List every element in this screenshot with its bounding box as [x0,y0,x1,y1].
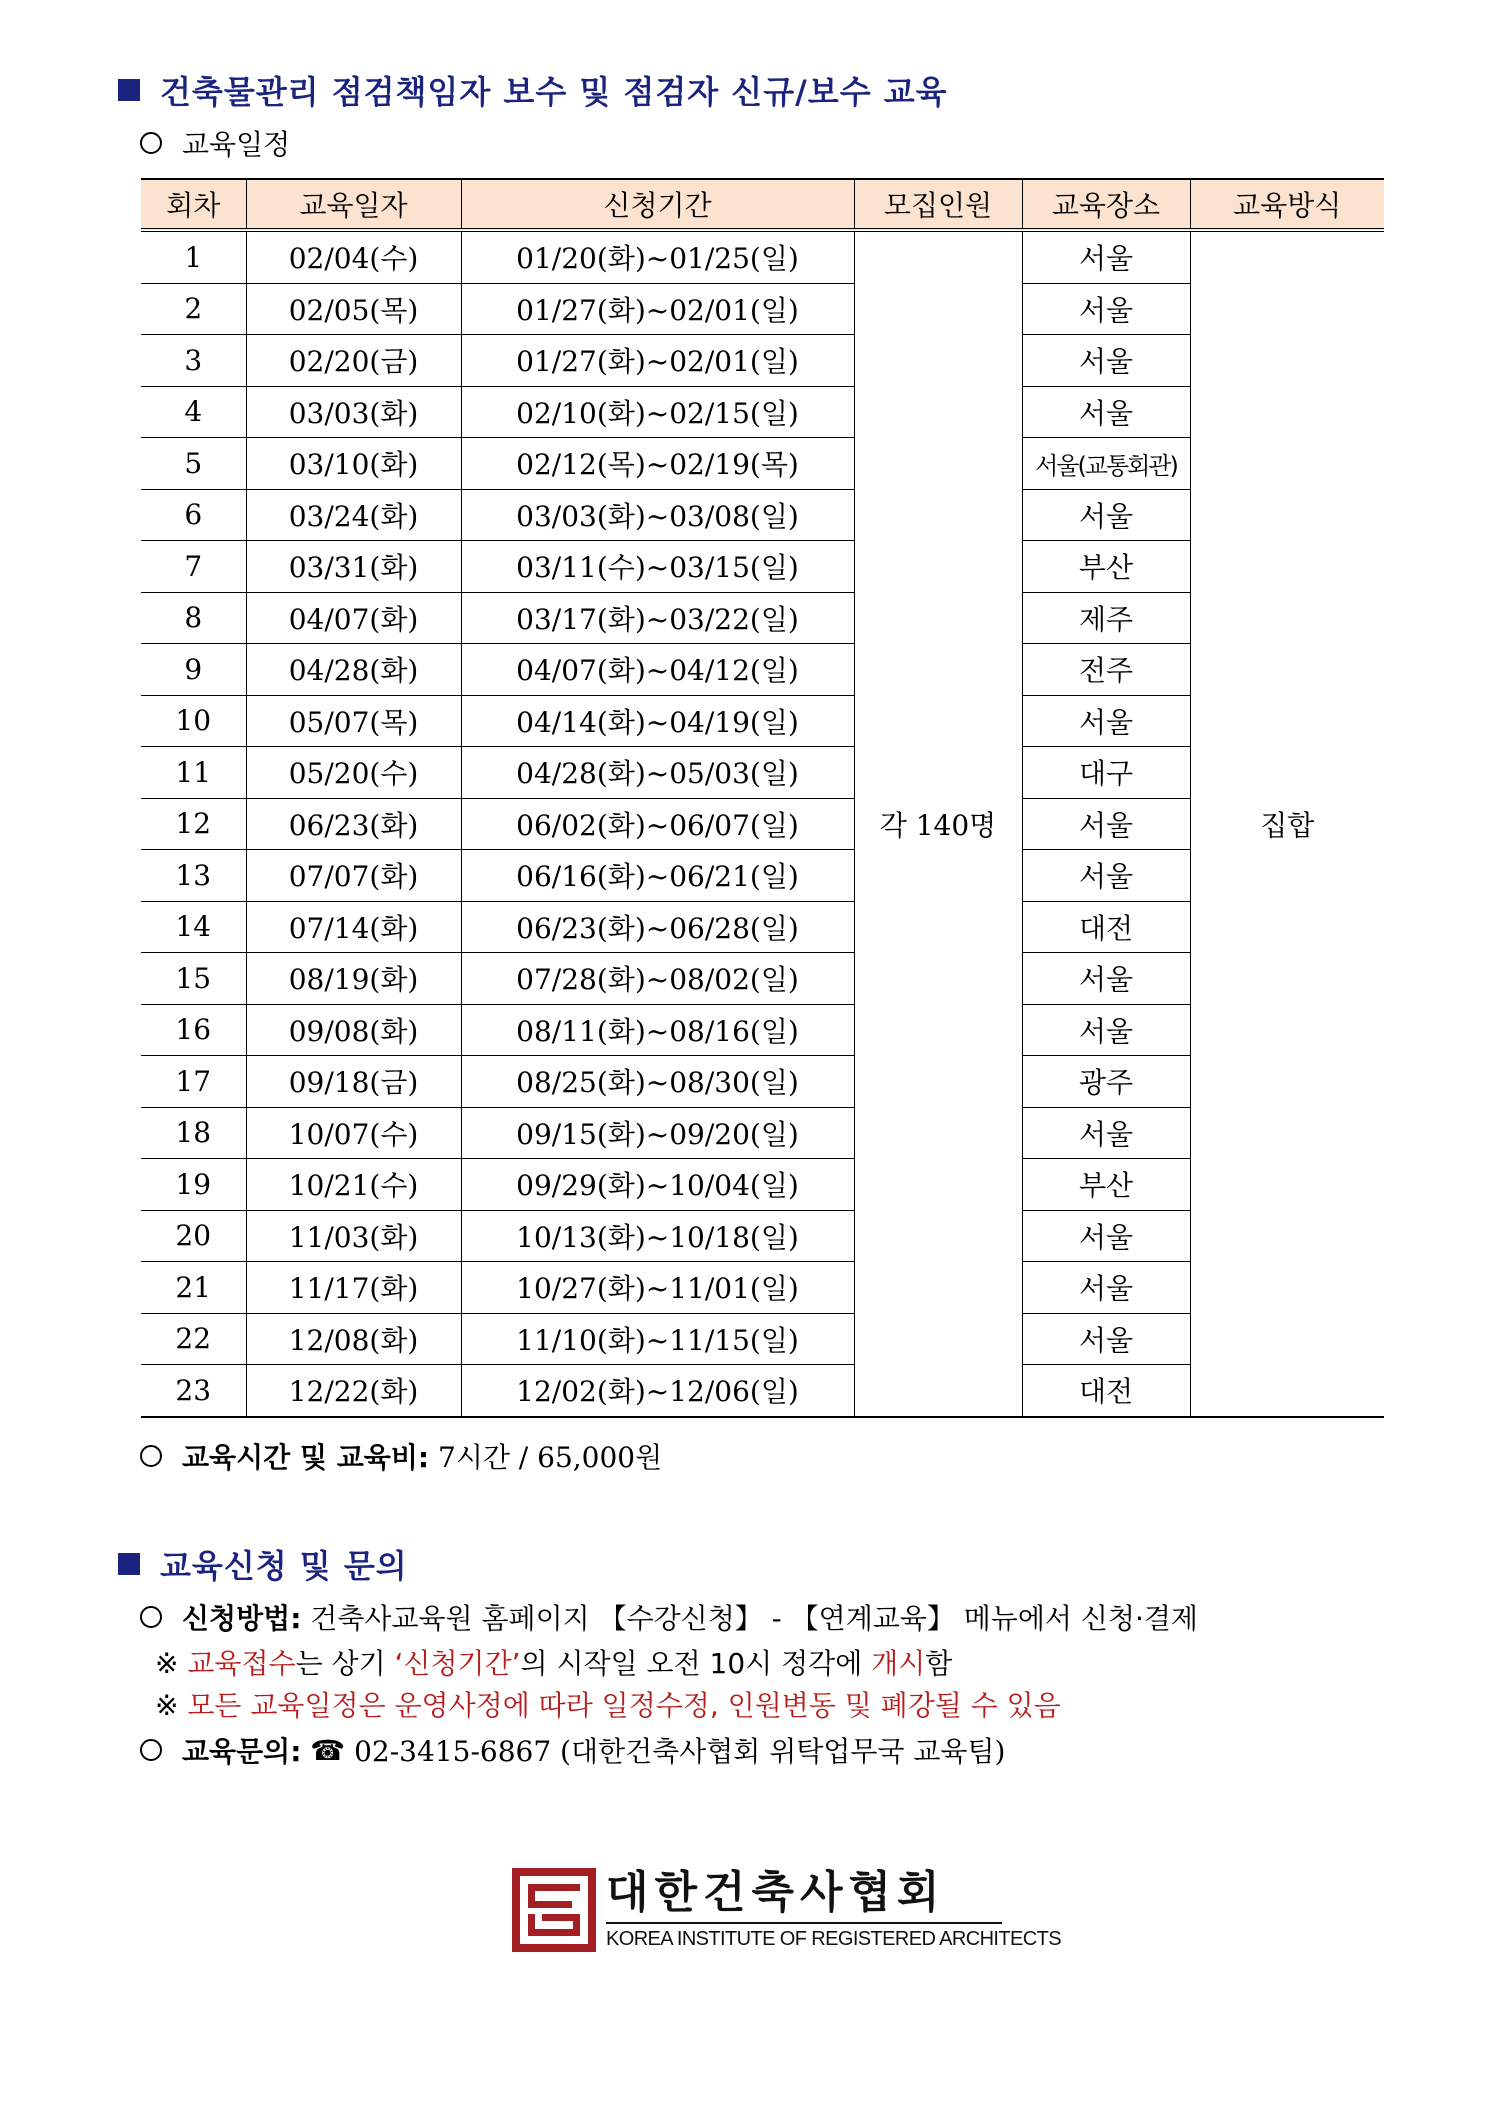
cell-place: 대구 [1022,747,1190,799]
cell-date: 08/19(화) [246,953,461,1005]
cell-no: 22 [141,1313,246,1365]
cell-place: 전주 [1022,644,1190,696]
circle-bullet-icon [140,132,162,154]
cell-date: 11/17(화) [246,1262,461,1314]
cell-place: 서울 [1022,283,1190,335]
cell-place: 대전 [1022,901,1190,953]
cell-place: 서울(교통회관) [1022,438,1190,490]
cell-no: 11 [141,747,246,799]
cell-place: 서울 [1022,489,1190,541]
schedule-label: 교육일정 [182,128,291,161]
square-bullet-icon [118,79,140,101]
cell-place: 서울 [1022,1107,1190,1159]
cell-place: 서울 [1022,695,1190,747]
cell-no: 15 [141,953,246,1005]
cell-no: 4 [141,386,246,438]
cell-no: 10 [141,695,246,747]
cell-period: 06/16(화)~06/21(일) [461,850,854,902]
cell-period: 10/27(화)~11/01(일) [461,1262,854,1314]
cell-date: 04/28(화) [246,644,461,696]
cell-place: 서울 [1022,798,1190,850]
cell-place: 광주 [1022,1056,1190,1108]
cell-period: 03/11(수)~03/15(일) [461,541,854,593]
table-header-row [141,179,1384,230]
cell-no: 9 [141,644,246,696]
cell-period: 09/15(화)~09/20(일) [461,1107,854,1159]
contact-line [140,1732,1005,1768]
cell-no: 13 [141,850,246,902]
cell-no: 6 [141,489,246,541]
cell-no: 19 [141,1159,246,1211]
circle-bullet-icon [140,1445,162,1467]
cell-place: 대전 [1022,1365,1190,1417]
note-mark: ※ [155,1689,179,1722]
cell-period: 02/10(화)~02/15(일) [461,386,854,438]
cell-no: 16 [141,1004,246,1056]
cell-period: 01/20(화)~01/25(일) [461,230,854,283]
cell-period: 04/28(화)~05/03(일) [461,747,854,799]
section-title-text: 건축물관리 점검책임자 보수 및 점검자 신규/보수 교육 [160,73,948,111]
header-method: 교육방식 [1190,179,1384,230]
cell-date: 05/07(목) [246,695,461,747]
cell-period: 01/27(화)~02/01(일) [461,335,854,387]
cell-no: 8 [141,592,246,644]
circle-bullet-icon [140,1606,162,1628]
cell-period: 10/13(화)~10/18(일) [461,1210,854,1262]
cell-date: 02/20(금) [246,335,461,387]
cell-date: 09/08(화) [246,1004,461,1056]
cell-method: 집합 [1190,230,1384,1417]
kira-emblem-icon [512,1868,596,1952]
cell-no: 21 [141,1262,246,1314]
square-bullet-icon [118,1553,140,1575]
fee-label: 교육시간 및 교육비: [182,1441,430,1474]
apply-value: 건축사교육원 홈페이지 【수강신청】 - 【연계교육】 메뉴에서 신청·결제 [310,1602,1198,1635]
table-row [141,230,1384,283]
cell-date: 10/07(수) [246,1107,461,1159]
cell-place: 부산 [1022,541,1190,593]
cell-period: 08/25(화)~08/30(일) [461,1056,854,1108]
cell-period: 11/10(화)~11/15(일) [461,1313,854,1365]
cell-place: 서울 [1022,953,1190,1005]
logo-name-en: KOREA INSTITUTE OF REGISTERED ARCHITECTS [606,1928,1061,1950]
cell-period: 06/02(화)~06/07(일) [461,798,854,850]
note-registration [155,1642,952,1682]
kira-logo [512,1868,1061,1952]
schedule-table [141,178,1384,1418]
note-text: 함 [925,1647,953,1680]
cell-period: 07/28(화)~08/02(일) [461,953,854,1005]
note-text: 의 시작일 오전 10시 정각에 [520,1647,872,1680]
note-text-highlight: ‘신청기간’ [394,1647,521,1680]
cell-no: 20 [141,1210,246,1262]
cell-date: 02/05(목) [246,283,461,335]
cell-date: 02/04(수) [246,230,461,283]
cell-place: 서울 [1022,1262,1190,1314]
cell-place: 부산 [1022,1159,1190,1211]
fee-line [140,1438,662,1474]
section-title-apply [118,1542,408,1586]
section-title-education [118,68,948,112]
cell-date: 12/22(화) [246,1365,461,1417]
cell-period: 04/14(화)~04/19(일) [461,695,854,747]
cell-date: 11/03(화) [246,1210,461,1262]
phone-icon: ☎ [310,1733,346,1767]
cell-period: 06/23(화)~06/28(일) [461,901,854,953]
cell-date: 05/20(수) [246,747,461,799]
header-no: 회차 [141,179,246,230]
cell-capacity: 각 140명 [854,230,1022,1417]
cell-period: 08/11(화)~08/16(일) [461,1004,854,1056]
cell-no: 23 [141,1365,246,1417]
cell-date: 03/31(화) [246,541,461,593]
note-text-highlight: 교육접수 [187,1647,296,1680]
cell-date: 06/23(화) [246,798,461,850]
cell-date: 12/08(화) [246,1313,461,1365]
cell-no: 7 [141,541,246,593]
apply-label: 신청방법: [182,1602,302,1635]
cell-date: 03/10(화) [246,438,461,490]
cell-date: 10/21(수) [246,1159,461,1211]
cell-period: 03/03(화)~03/08(일) [461,489,854,541]
cell-period: 02/12(목)~02/19(목) [461,438,854,490]
cell-period: 03/17(화)~03/22(일) [461,592,854,644]
cell-no: 5 [141,438,246,490]
fee-value: 7시간 / 65,000원 [438,1441,663,1474]
logo-divider [606,1922,1002,1924]
cell-place: 서울 [1022,335,1190,387]
note-text-highlight: 모든 교육일정은 운영사정에 따라 일정수정, 인원변동 및 폐강될 수 있음 [187,1689,1061,1722]
cell-place: 서울 [1022,1004,1190,1056]
header-date: 교육일자 [246,179,461,230]
note-text-highlight: 개시 [871,1647,926,1680]
note-mark: ※ [155,1647,179,1680]
cell-period: 01/27(화)~02/01(일) [461,283,854,335]
cell-period: 12/02(화)~12/06(일) [461,1365,854,1417]
cell-no: 3 [141,335,246,387]
note-text: 는 상기 [295,1647,395,1680]
schedule-subheading [140,126,290,160]
apply-method-line [140,1599,1198,1635]
cell-place: 서울 [1022,850,1190,902]
contact-label: 교육문의: [182,1735,302,1768]
contact-value: 02-3415-6867 (대한건축사협회 위탁업무국 교육팀) [354,1735,1006,1768]
cell-no: 14 [141,901,246,953]
cell-place: 제주 [1022,592,1190,644]
cell-no: 1 [141,230,246,283]
cell-date: 03/24(화) [246,489,461,541]
cell-no: 2 [141,283,246,335]
header-period: 신청기간 [461,179,854,230]
cell-no: 17 [141,1056,246,1108]
cell-period: 04/07(화)~04/12(일) [461,644,854,696]
cell-no: 12 [141,798,246,850]
section-title-text: 교육신청 및 문의 [160,1547,408,1585]
circle-bullet-icon [140,1739,162,1761]
cell-no: 18 [141,1107,246,1159]
cell-place: 서울 [1022,1210,1190,1262]
header-place: 교육장소 [1022,179,1190,230]
cell-date: 09/18(금) [246,1056,461,1108]
header-capacity: 모집인원 [854,179,1022,230]
cell-period: 09/29(화)~10/04(일) [461,1159,854,1211]
cell-date: 04/07(화) [246,592,461,644]
note-schedule-change [155,1684,1061,1724]
logo-name-ko: 대한건축사협회 [606,1867,946,1918]
cell-date: 07/07(화) [246,850,461,902]
cell-place: 서울 [1022,1313,1190,1365]
cell-date: 03/03(화) [246,386,461,438]
cell-place: 서울 [1022,230,1190,283]
cell-date: 07/14(화) [246,901,461,953]
cell-place: 서울 [1022,386,1190,438]
